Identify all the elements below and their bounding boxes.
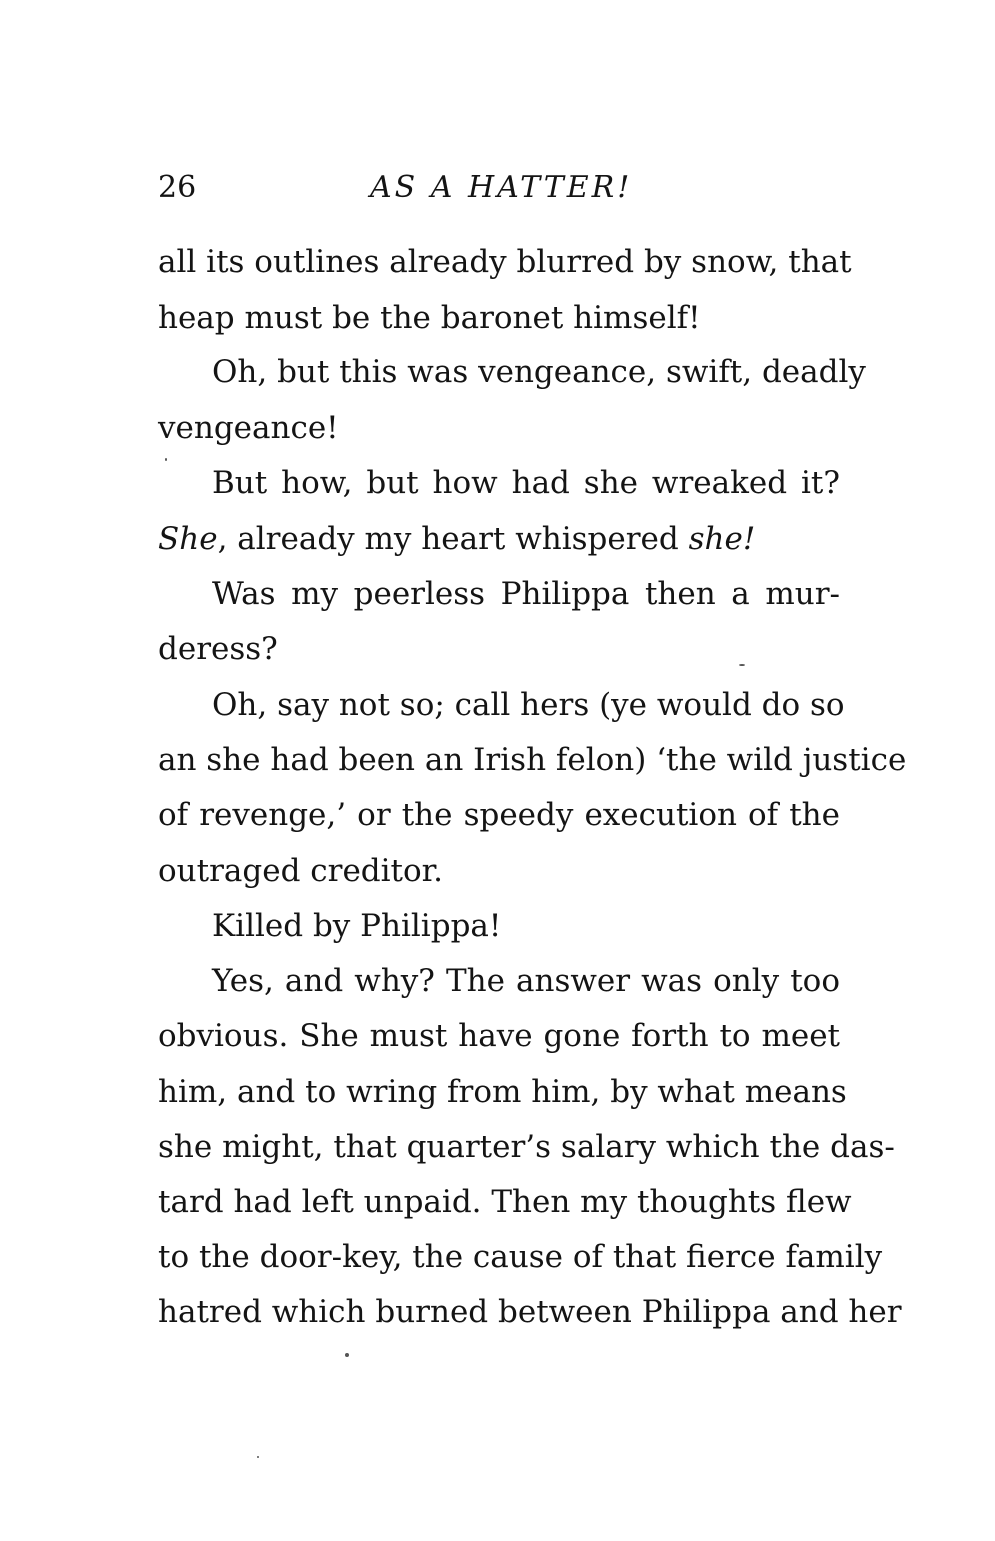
text-line: Yes, and why? The answer was only too [212, 963, 840, 999]
text-line: vengeance! [158, 410, 339, 446]
print-speck [345, 1353, 349, 1357]
text-line: him, and to wring from him, by what means [158, 1074, 847, 1110]
text-line: an she had been an Irish felon) ‘the wild justice [158, 742, 907, 778]
text-line: to the door-key, the cause of that fierce family [158, 1239, 883, 1275]
print-speck [739, 664, 745, 666]
text-line: outraged creditor. [158, 853, 443, 889]
italic-word: She [158, 521, 218, 557]
text-fragment: , already my heart whispered [217, 521, 679, 557]
text-line: obvious. She must have gone forth to meet [158, 1018, 840, 1054]
page-number: 26 [158, 170, 197, 205]
print-speck [257, 1456, 259, 1458]
page-header [158, 170, 840, 206]
running-head: AS A HATTER! [370, 170, 633, 205]
text-line: of revenge,’ or the speedy execution of the [158, 797, 840, 833]
text-line: deress? [158, 631, 278, 667]
text-line: Oh, say not so; call hers (ye would do so [212, 687, 845, 723]
text-line: all its outlines already blurred by snow, that [158, 244, 852, 280]
text-line [158, 520, 840, 558]
text-line: But how, but how had she wreaked it? [212, 465, 840, 501]
print-speck [165, 458, 167, 461]
text-line: heap must be the baronet himself! [158, 300, 701, 336]
text-line: Oh, but this was vengeance, swift, deadly [212, 354, 866, 390]
text-line: tard had left unpaid. Then my thoughts flew [158, 1184, 852, 1220]
italic-word: she! [688, 521, 756, 557]
text-line: Killed by Philippa! [212, 908, 502, 944]
text-line: she might, that quarter’s salary which the das- [158, 1129, 895, 1165]
text-line: Was my peerless Philippa then a mur- [212, 576, 840, 612]
text-line: hatred which burned between Philippa and her [158, 1294, 902, 1330]
